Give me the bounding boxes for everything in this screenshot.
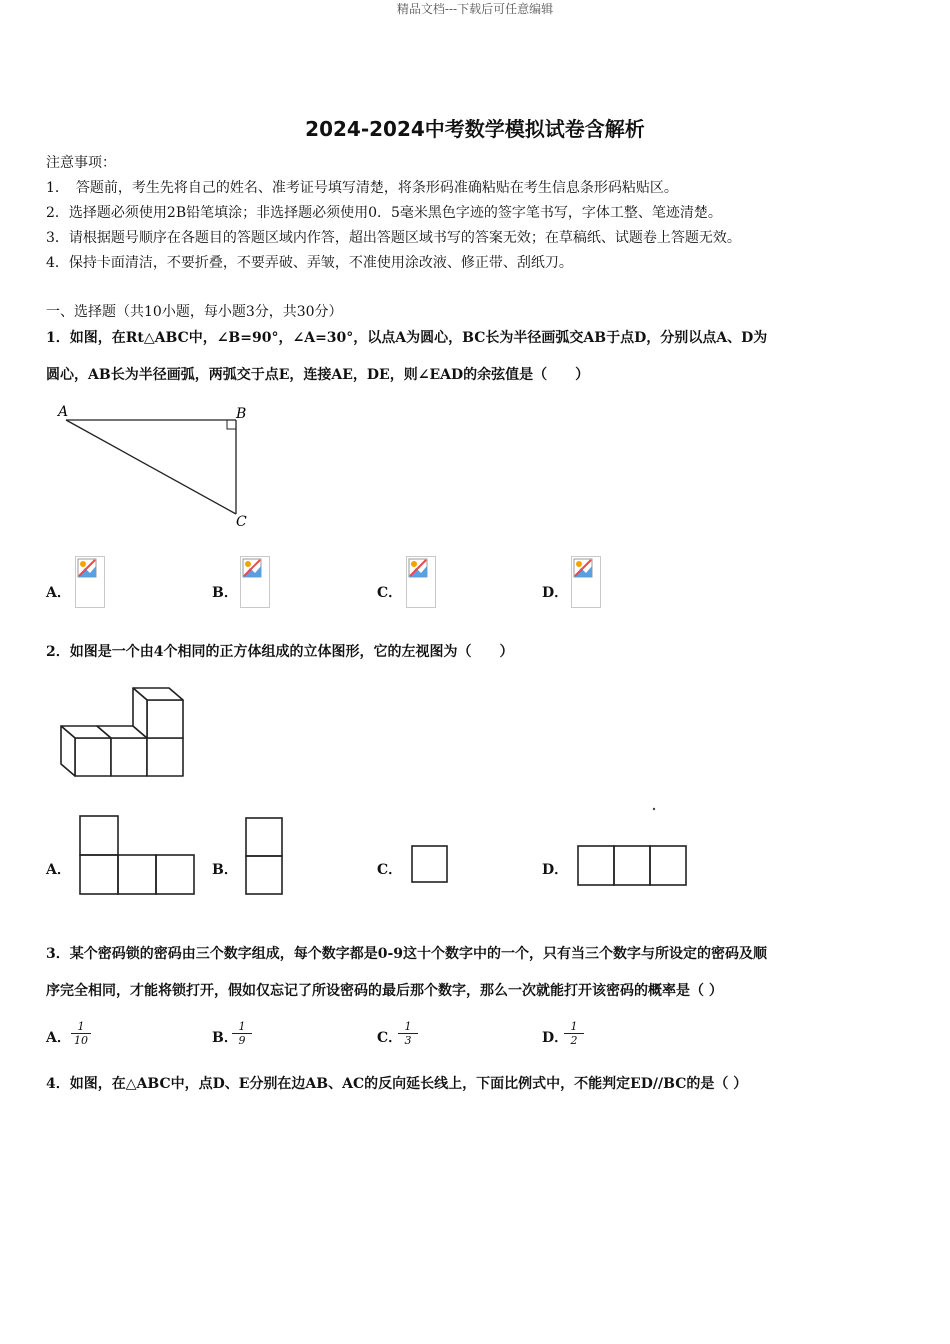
q2-option-b-label[interactable]: B． xyxy=(212,862,238,878)
q2-option-a-figure[interactable] xyxy=(78,814,196,896)
cube-front-1 xyxy=(75,738,111,776)
q4-text: 4．如图，在△ABC中，点D、E分别在边AB、AC的反向延长线上，下面比例式中，不能判定ED//BC的是（ ） xyxy=(46,1076,748,1092)
q3-text-line2: 序完全相同，才能将锁打开，假如仅忘记了所设密码的最后那个数字，那么一次就能打开该密码的概率是（ ） xyxy=(46,983,723,999)
q1-text-line1: 1．如图，在Rt△ABC中，∠B=90°，∠A=30°，以点A为圆心，BC长为半径画弧交AB于点D，分别以点A、D为 xyxy=(46,330,768,346)
fraction-numerator: 1 xyxy=(71,1020,91,1034)
notice-item-4: 4．保持卡面清洁，不要折叠，不要弄破、弄皱，不准使用涂改液、修正带、刮纸刀。 xyxy=(46,255,573,271)
q3-option-b-fraction[interactable] xyxy=(232,1020,252,1047)
q1-option-b-label[interactable]: B． xyxy=(212,585,238,601)
broken-image-icon xyxy=(242,558,262,578)
q2-option-c-label[interactable]: C． xyxy=(377,862,403,878)
q1-option-c-label[interactable]: C． xyxy=(377,585,403,601)
page-header: 精品文档---下载后可任意编辑 xyxy=(396,2,554,16)
q3-option-a-label[interactable]: A． xyxy=(46,1030,71,1046)
q2-option-a-label[interactable]: A． xyxy=(46,862,71,878)
q3-option-d-label[interactable]: D． xyxy=(542,1030,569,1046)
q1-option-a-label[interactable]: A． xyxy=(46,585,71,601)
section-heading: 一、选择题（共10小题，每小题3分，共30分） xyxy=(46,304,343,320)
fraction-denominator: 2 xyxy=(570,1034,578,1047)
right-angle-mark xyxy=(227,420,236,429)
fraction-denominator: 10 xyxy=(74,1034,88,1047)
q1-triangle-figure xyxy=(50,400,270,530)
q2-text: 2．如图是一个由4个相同的正方体组成的立体图形，它的左视图为（ ） xyxy=(46,644,514,660)
cube-front-3 xyxy=(147,738,183,776)
q2-option-b-figure[interactable] xyxy=(244,816,284,896)
q3-option-b-label[interactable]: B． xyxy=(212,1030,238,1046)
q2-option-d-label[interactable]: D． xyxy=(542,862,569,878)
q2-cube-figure xyxy=(55,686,190,781)
q1-option-c-image[interactable] xyxy=(406,556,436,608)
notice-heading: 注意事项： xyxy=(46,155,116,171)
stray-dot xyxy=(652,807,656,811)
fraction-numerator: 1 xyxy=(398,1020,418,1034)
vertex-label-c: C xyxy=(236,514,247,530)
q3-text-line1: 3．某个密码锁的密码由三个数字组成，每个数字都是0-9这十个数字中的一个，只有当三个数字与所设定的密码及顺 xyxy=(46,946,768,962)
fraction-denominator: 3 xyxy=(404,1034,412,1047)
vertex-label-b: B xyxy=(236,406,247,422)
page-title: 2024-2024中考数学模拟试卷含解析 xyxy=(305,117,645,141)
q1-option-d-label[interactable]: D． xyxy=(542,585,569,601)
fraction-denominator: 9 xyxy=(238,1034,246,1047)
fraction-numerator: 1 xyxy=(564,1020,584,1034)
q2-option-c-figure[interactable] xyxy=(410,844,450,884)
triangle-side-ac xyxy=(66,420,236,514)
vertex-label-a: A xyxy=(58,404,69,420)
q3-option-c-label[interactable]: C． xyxy=(377,1030,403,1046)
notice-item-3: 3．请根据题号顺序在各题目的答题区域内作答，超出答题区域书写的答案无效；在草稿纸、试题卷上答题无效。 xyxy=(46,230,741,246)
q1-option-d-image[interactable] xyxy=(571,556,601,608)
q3-option-a-fraction[interactable] xyxy=(71,1020,91,1047)
broken-image-icon xyxy=(77,558,97,578)
q3-option-c-fraction[interactable] xyxy=(398,1020,418,1047)
q3-option-d-fraction[interactable] xyxy=(564,1020,584,1047)
fraction-numerator: 1 xyxy=(232,1020,252,1034)
cube-front-2 xyxy=(111,738,147,776)
cube-front-top xyxy=(147,700,183,738)
q1-option-b-image[interactable] xyxy=(240,556,270,608)
broken-image-icon xyxy=(573,558,593,578)
notice-item-1: 1． 答题前，考生先将自己的姓名、准考证号填写清楚，将条形码准确粘贴在考生信息条形码粘贴区。 xyxy=(46,180,678,196)
broken-image-icon xyxy=(408,558,428,578)
q1-text-line2: 圆心，AB长为半径画弧，两弧交于点E，连接AE，DE，则∠EAD的余弦值是（ ） xyxy=(46,367,590,383)
q1-option-a-image[interactable] xyxy=(75,556,105,608)
q2-option-d-figure[interactable] xyxy=(576,844,690,888)
notice-item-2: 2．选择题必须使用2B铅笔填涂；非选择题必须使用0．5毫米黑色字迹的签字笔书写，字体工整、笔迹清楚。 xyxy=(46,205,722,221)
